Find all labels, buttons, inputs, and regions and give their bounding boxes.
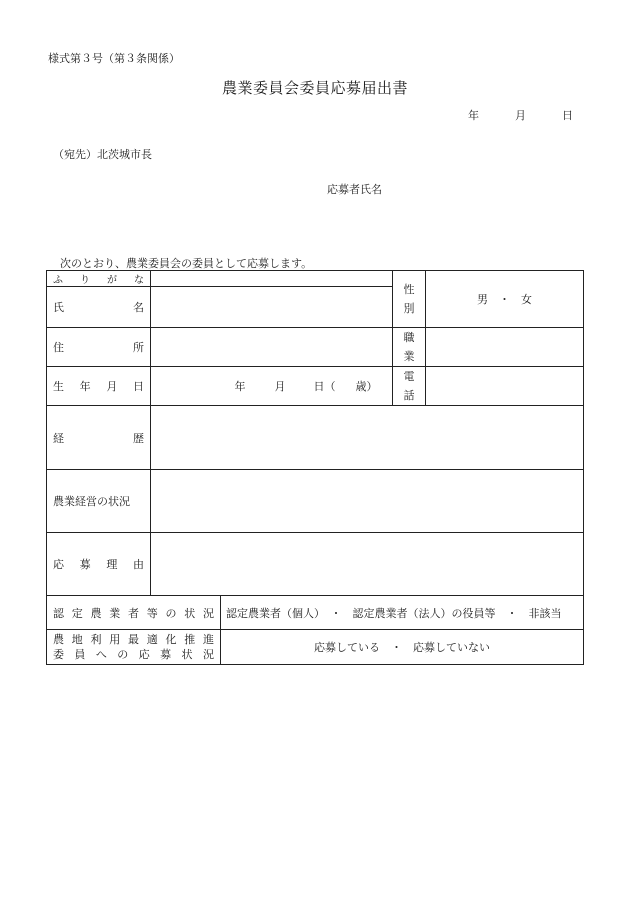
gender-options[interactable]: 男 ・ 女 <box>426 271 584 328</box>
phone-label: 電 話 <box>393 367 426 406</box>
promotion-committee-options[interactable]: 応募している ・ 応募していない <box>221 630 584 665</box>
page-title: 農業委員会委員応募届出書 <box>221 79 408 97</box>
occupation-field[interactable] <box>426 328 584 367</box>
address-label: 住 所 <box>47 328 151 367</box>
date-month: 月 <box>515 109 526 122</box>
intro-text: 次のとおり、農業委員会の委員として応募します。 <box>60 257 313 270</box>
occupation-label: 職 業 <box>393 328 426 367</box>
applicant-name-label: 応募者氏名 <box>327 183 382 196</box>
birthdate-field[interactable]: 年 月 日（ 歳） <box>151 367 393 406</box>
career-field[interactable] <box>151 406 584 470</box>
farm-status-field[interactable] <box>151 470 584 533</box>
reason-label: 応 募 理 由 <box>47 533 151 596</box>
birthdate-label: 生 年 月 日 <box>47 367 151 406</box>
name-label: 氏 名 <box>47 287 151 328</box>
application-form-table <box>46 270 584 665</box>
date-year: 年 <box>468 109 479 122</box>
phone-field[interactable] <box>426 367 584 406</box>
address-field[interactable] <box>151 328 393 367</box>
gender-label: 性 別 <box>393 271 426 328</box>
name-field[interactable] <box>151 287 393 328</box>
date-day: 日 <box>562 109 573 122</box>
career-label: 経 歴 <box>47 406 151 470</box>
promotion-committee-label: 農 地 利 用 最 適 化 推 進 委 員 へ の 応 募 状 況 <box>47 630 221 665</box>
reason-field[interactable] <box>151 533 584 596</box>
addressee: （宛先）北茨城市長 <box>53 148 152 161</box>
form-number: 様式第３号（第３条関係） <box>48 52 180 65</box>
certified-farmer-label: 認 定 農 業 者 等 の 状 況 <box>47 596 221 630</box>
certified-farmer-options[interactable]: 認定農業者（個人） ・ 認定農業者（法人）の役員等 ・ 非該当 <box>221 596 584 630</box>
furigana-field[interactable] <box>151 271 393 287</box>
farm-status-label: 農業経営の状況 <box>47 470 151 533</box>
furigana-label: ふ り が な <box>47 271 151 287</box>
